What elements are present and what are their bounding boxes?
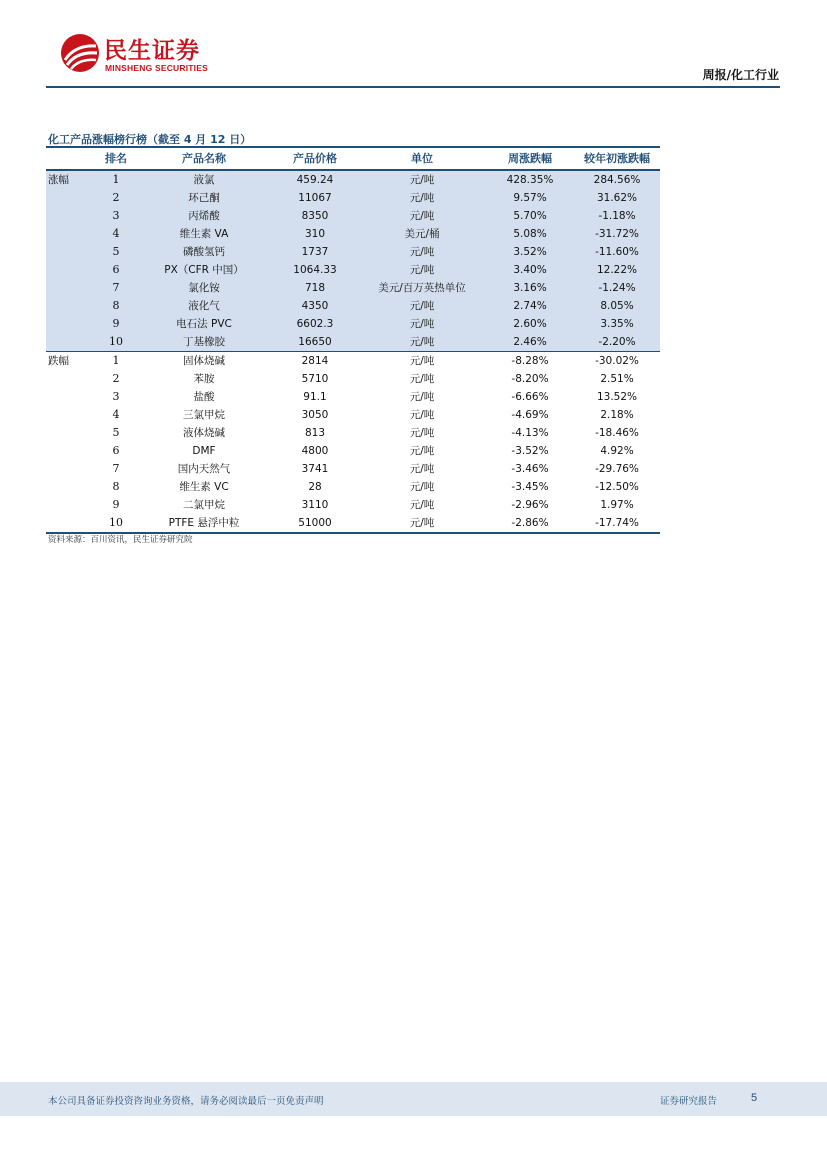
cell-price: 91.1: [303, 391, 327, 403]
logo-english-name: MINSHENG SECURITIES: [105, 63, 208, 73]
table-row: [46, 243, 660, 261]
cell-price: 3110: [301, 499, 329, 511]
cell-ytd-change: -1.18%: [574, 207, 660, 225]
cell-ytd-change: 3.35%: [574, 315, 660, 333]
source-note: 资料来源：百川资讯，民生证券研究院: [48, 535, 193, 545]
cell-weekly-change: 428.35%: [486, 170, 574, 189]
loss-section: [46, 352, 660, 534]
cell-product-name: 三氯甲烷: [183, 409, 225, 421]
cell-ytd-change: 13.52%: [596, 391, 638, 403]
cell-weekly-change: -3.52%: [511, 445, 549, 457]
cell-unit: 元/吨: [358, 189, 486, 207]
cell-rank: 1: [96, 170, 136, 189]
cell-product-name: PX（CFR 中国）: [136, 261, 272, 279]
cell-rank: 6: [96, 261, 136, 279]
header-divider: [46, 86, 780, 88]
cell-weekly-change: 3.40%: [486, 261, 574, 279]
section-spacer: [46, 388, 96, 406]
cell-price: 16650: [272, 333, 358, 352]
cell-rank: 1: [96, 352, 136, 371]
cell-product-name: 液体烧碱: [183, 427, 225, 439]
table-header-row: [46, 147, 660, 170]
section-spacer: [46, 279, 96, 297]
cell-product-name: 盐酸: [193, 391, 215, 403]
ranking-table-container: [46, 146, 660, 534]
cell-price: 6602.3: [272, 315, 358, 333]
cell-rank: 2: [96, 189, 136, 207]
ranking-table: [46, 146, 660, 534]
table-row: [46, 514, 660, 533]
cell-rank: 10: [96, 514, 136, 533]
section-spacer: [46, 370, 96, 388]
header-section: [46, 147, 96, 170]
cell-product-name: 维生素 VA: [136, 225, 272, 243]
table-row: [46, 207, 660, 225]
header-ytd-change: 较年初涨跌幅: [574, 147, 660, 170]
cell-weekly-change: 5.08%: [486, 225, 574, 243]
cell-unit: 元/吨: [409, 445, 435, 457]
cell-product-name: 液氯: [136, 170, 272, 189]
cell-weekly-change: 2.60%: [486, 315, 574, 333]
table-row: [46, 442, 660, 460]
cell-price: 1064.33: [272, 261, 358, 279]
cell-rank: 2: [112, 372, 120, 385]
cell-weekly-change: 3.52%: [486, 243, 574, 261]
cell-rank: 4: [96, 225, 136, 243]
table-row: [46, 424, 660, 442]
section-spacer: [46, 424, 96, 442]
cell-price: 51000: [272, 514, 358, 533]
table-row: [46, 315, 660, 333]
cell-product-name: 环己酮: [136, 189, 272, 207]
table-row: [46, 460, 660, 478]
cell-unit: 元/吨: [358, 514, 486, 533]
header-rank: 排名: [96, 147, 136, 170]
cell-ytd-change: -30.02%: [574, 352, 660, 371]
section-spacer: [46, 478, 96, 496]
cell-unit: 美元/百万英热单位: [358, 279, 486, 297]
cell-weekly-change: -4.69%: [511, 409, 549, 421]
cell-weekly-change: -4.13%: [511, 427, 549, 439]
cell-unit: 元/吨: [358, 170, 486, 189]
cell-weekly-change: 2.46%: [486, 333, 574, 352]
cell-price: 8350: [272, 207, 358, 225]
cell-unit: 元/吨: [358, 297, 486, 315]
cell-price: 4800: [301, 445, 329, 457]
cell-unit: 元/吨: [358, 352, 486, 371]
cell-ytd-change: 2.51%: [600, 373, 634, 385]
cell-price: 4350: [272, 297, 358, 315]
section-label: 跌幅: [46, 352, 96, 371]
section-spacer: [46, 406, 96, 424]
cell-product-name: 二氯甲烷: [183, 499, 225, 511]
cell-rank: 5: [112, 426, 120, 439]
cell-product-name: 氯化铵: [136, 279, 272, 297]
section-spacer: [46, 225, 96, 243]
cell-rank: 6: [112, 444, 120, 457]
cell-product-name: 维生素 VC: [179, 481, 229, 493]
table-row: [46, 261, 660, 279]
cell-ytd-change: -1.24%: [574, 279, 660, 297]
cell-product-name: 丙烯酸: [136, 207, 272, 225]
section-spacer: [46, 496, 96, 514]
cell-rank: 9: [112, 498, 120, 511]
cell-rank: 5: [96, 243, 136, 261]
gain-section: [46, 170, 660, 352]
report-type: 周报/化工行业: [702, 68, 779, 82]
cell-ytd-change: 1.97%: [600, 499, 634, 511]
cell-weekly-change: 5.70%: [486, 207, 574, 225]
section-spacer: [46, 460, 96, 478]
cell-unit: 元/吨: [409, 499, 435, 511]
cell-ytd-change: 31.62%: [574, 189, 660, 207]
section-spacer: [46, 514, 96, 533]
section-spacer: [46, 442, 96, 460]
cell-unit: 元/吨: [409, 373, 435, 385]
cell-price: 5710: [301, 373, 329, 385]
cell-product-name: 丁基橡胶: [136, 333, 272, 352]
cell-ytd-change: 284.56%: [574, 170, 660, 189]
cell-price: 459.24: [272, 170, 358, 189]
cell-price: 310: [272, 225, 358, 243]
cell-unit: 元/吨: [409, 427, 435, 439]
cell-price: 3050: [301, 409, 329, 421]
minsheng-logo: [60, 30, 220, 80]
cell-weekly-change: 3.16%: [486, 279, 574, 297]
cell-rank: 4: [112, 408, 120, 421]
cell-ytd-change: -31.72%: [574, 225, 660, 243]
cell-weekly-change: -2.96%: [511, 499, 549, 511]
table-row: [46, 388, 660, 406]
section-spacer: [46, 333, 96, 352]
header-weekly-change: 周涨跌幅: [486, 147, 574, 170]
table-title: 化工产品涨幅榜行榜（截至 4 月 12 日）: [48, 133, 252, 146]
section-spacer: [46, 207, 96, 225]
table-row: [46, 406, 660, 424]
table-row: [46, 225, 660, 243]
cell-ytd-change: -2.20%: [574, 333, 660, 352]
cell-weekly-change: -3.45%: [511, 481, 549, 493]
cell-rank: 3: [96, 207, 136, 225]
cell-ytd-change: -12.50%: [595, 481, 639, 493]
footer-disclaimer: 本公司具备证券投资咨询业务资格，请务必阅读最后一页免责声明: [48, 1096, 324, 1107]
cell-product-name: 磷酸氢钙: [136, 243, 272, 261]
cell-ytd-change: -11.60%: [574, 243, 660, 261]
header-price: 产品价格: [272, 147, 358, 170]
cell-weekly-change: -6.66%: [511, 391, 549, 403]
header-product: 产品名称: [136, 147, 272, 170]
cell-price: 813: [304, 427, 326, 439]
cell-ytd-change: -18.46%: [595, 427, 639, 439]
cell-weekly-change: 9.57%: [486, 189, 574, 207]
section-spacer: [46, 243, 96, 261]
cell-unit: 美元/桶: [358, 225, 486, 243]
cell-weekly-change: -3.46%: [511, 463, 549, 475]
table-row: [46, 478, 660, 496]
section-spacer: [46, 261, 96, 279]
cell-weekly-change: -8.28%: [486, 352, 574, 371]
cell-product-name: DMF: [192, 445, 216, 457]
cell-unit: 元/吨: [409, 481, 435, 493]
minsheng-logo-icon: [60, 33, 100, 73]
page-number: 5: [751, 1092, 758, 1104]
cell-price: 11067: [272, 189, 358, 207]
cell-ytd-change: 2.18%: [600, 409, 634, 421]
cell-product-name: 苯胺: [193, 373, 215, 385]
cell-product-name: 电石法 PVC: [136, 315, 272, 333]
cell-unit: 元/吨: [409, 409, 435, 421]
header-unit: 单位: [358, 147, 486, 170]
cell-rank: 7: [112, 462, 120, 475]
cell-product-name: 液化气: [136, 297, 272, 315]
cell-unit: 元/吨: [409, 391, 435, 403]
cell-unit: 元/吨: [358, 261, 486, 279]
cell-product-name: 固体烧碱: [136, 352, 272, 371]
cell-rank: 7: [96, 279, 136, 297]
table-row: [46, 333, 660, 352]
cell-price: 3741: [301, 463, 329, 475]
cell-rank: 10: [96, 333, 136, 352]
cell-unit: 元/吨: [358, 333, 486, 352]
table-row: [46, 496, 660, 514]
cell-product-name: PTFE 悬浮中粒: [136, 514, 272, 533]
cell-weekly-change: -2.86%: [486, 514, 574, 533]
logo-chinese-name: 民生证券: [104, 38, 200, 64]
cell-price: 28: [308, 481, 322, 493]
cell-ytd-change: -17.74%: [574, 514, 660, 533]
cell-unit: 元/吨: [358, 243, 486, 261]
table-row: [46, 297, 660, 315]
section-spacer: [46, 315, 96, 333]
cell-weekly-change: 2.74%: [486, 297, 574, 315]
cell-price: 1737: [272, 243, 358, 261]
cell-ytd-change: 4.92%: [600, 445, 634, 457]
cell-rank: 3: [112, 390, 120, 403]
cell-ytd-change: 8.05%: [574, 297, 660, 315]
table-row: [46, 189, 660, 207]
section-spacer: [46, 297, 96, 315]
cell-price: 718: [272, 279, 358, 297]
cell-unit: 元/吨: [358, 315, 486, 333]
table-row: [46, 170, 660, 189]
page-header: [0, 0, 827, 92]
table-row: [46, 370, 660, 388]
cell-product-name: 国内天然气: [177, 463, 231, 475]
cell-ytd-change: -29.76%: [595, 463, 639, 475]
cell-ytd-change: 12.22%: [574, 261, 660, 279]
cell-weekly-change: -8.20%: [511, 373, 549, 385]
cell-unit: 元/吨: [409, 463, 435, 475]
footer-report-label: 证券研究报告: [660, 1096, 718, 1107]
section-spacer: [46, 189, 96, 207]
table-row: [46, 352, 660, 371]
cell-price: 2814: [272, 352, 358, 371]
cell-unit: 元/吨: [358, 207, 486, 225]
page-footer: [0, 1082, 827, 1116]
cell-rank: 8: [96, 297, 136, 315]
section-label: 涨幅: [46, 170, 96, 189]
cell-rank: 8: [112, 480, 120, 493]
cell-rank: 9: [96, 315, 136, 333]
table-row: [46, 279, 660, 297]
